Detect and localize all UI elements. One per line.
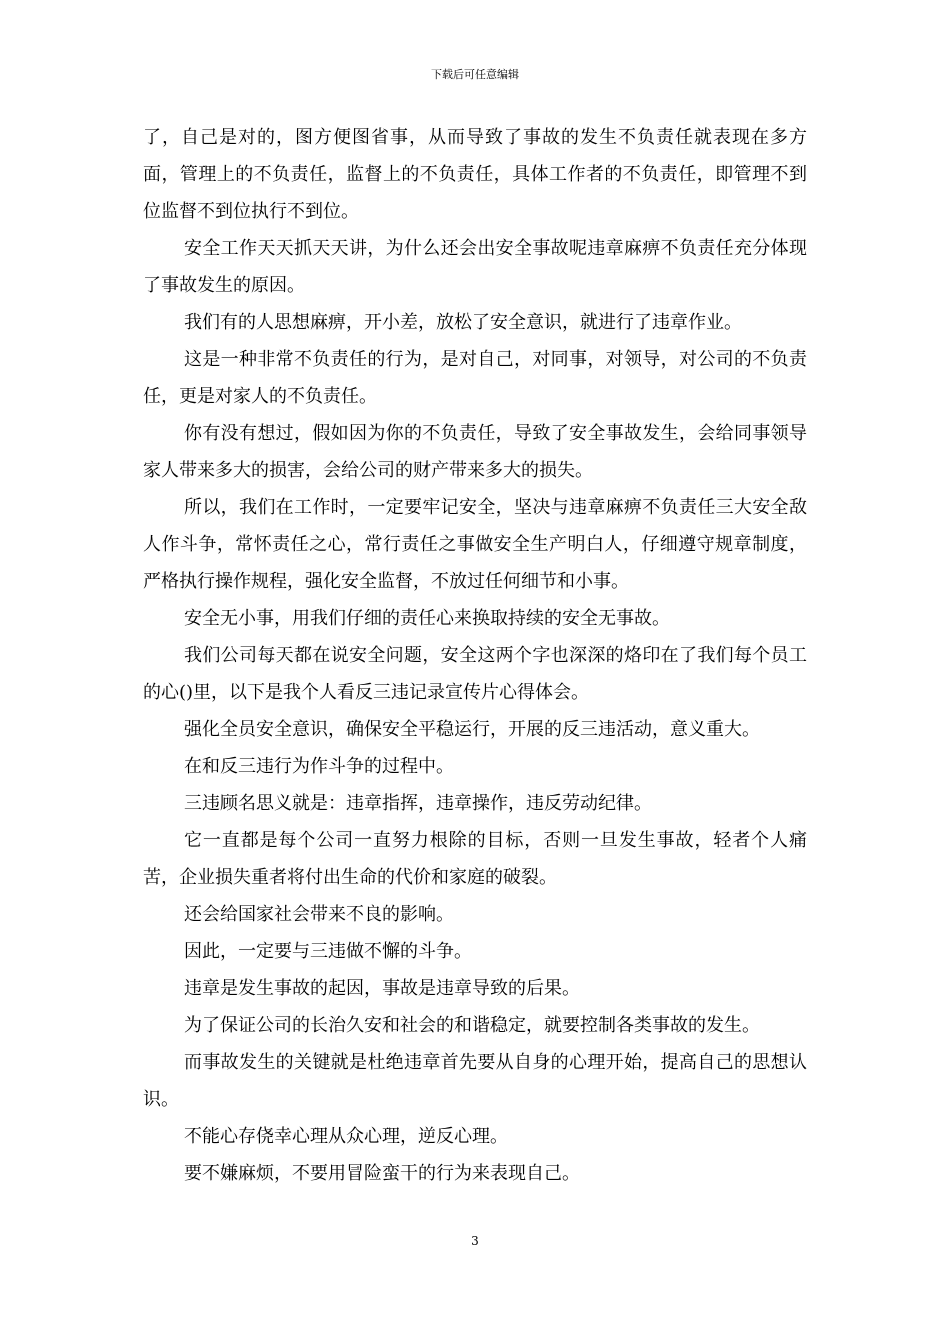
paragraph: 为了保证公司的长治久安和社会的和谐稳定，就要控制各类事故的发生。: [184, 1015, 760, 1036]
paragraph: 还会给国家社会带来不良的影响。: [184, 904, 454, 925]
paragraph: 三违顾名思义就是：违章指挥，违章操作，违反劳动纪律。: [184, 793, 652, 814]
paragraph: 而事故发生的关键就是杜绝违章首先要从自身的心理开始，提高自己的思想认识。: [143, 1052, 807, 1110]
paragraph: 违章是发生事故的起因，事故是违章导致的后果。: [184, 978, 580, 999]
paragraph: 所以，我们在工作时，一定要牢记安全，坚决与违章麻痹不负责任三大安全敌人作斗争，常怀责任之心，常行责任之事做安全生产明白人，仔细遵守规章制度，严格执行操作规程，强化安全监督，不放过任何细节和小事。: [143, 497, 807, 592]
paragraph: 安全工作天天抓天天讲，为什么还会出安全事故呢违章麻痹不负责任充分体现了事故发生的原因。: [143, 238, 807, 296]
paragraph: 这是一种非常不负责任的行为，是对自己，对同事，对领导，对公司的不负责任，更是对家人的不负责任。: [143, 349, 807, 407]
paragraph: 安全无小事，用我们仔细的责任心来换取持续的安全无事故。: [184, 608, 670, 629]
document-body: [143, 119, 807, 1192]
paragraph: 强化全员安全意识，确保安全平稳运行，开展的反三违活动，意义重大。: [184, 719, 760, 740]
paragraph: 它一直都是每个公司一直努力根除的目标，否则一旦发生事故，轻者个人痛苦，企业损失重者将付出生命的代价和家庭的破裂。: [143, 830, 807, 888]
paragraph: 因此，一定要与三违做不懈的斗争。: [184, 941, 472, 962]
page-number: 3: [471, 1234, 479, 1248]
paragraph: 在和反三违行为作斗争的过程中。: [184, 756, 454, 777]
paragraph: 你有没有想过，假如因为你的不负责任，导致了安全事故发生，会给同事领导家人带来多大的损害，会给公司的财产带来多大的损失。: [143, 423, 807, 481]
page-header: 下载后可任意编辑: [431, 68, 519, 81]
paragraph: 要不嫌麻烦，不要用冒险蛮干的行为来表现自己。: [184, 1163, 580, 1184]
paragraph: 我们公司每天都在说安全问题，安全这两个字也深深的烙印在了我们每个员工的心()里，以下是我个人看反三违记录宣传片心得体会。: [143, 645, 807, 703]
paragraph: 了，自己是对的，图方便图省事，从而导致了事故的发生不负责任就表现在多方面，管理上的不负责任，监督上的不负责任，具体工作者的不负责任，即管理不到位监督不到位执行不到位。: [143, 127, 807, 222]
paragraph: 不能心存侥幸心理从众心理，逆反心理。: [184, 1126, 508, 1147]
paragraph: 我们有的人思想麻痹，开小差，放松了安全意识，就进行了违章作业。: [184, 312, 742, 333]
